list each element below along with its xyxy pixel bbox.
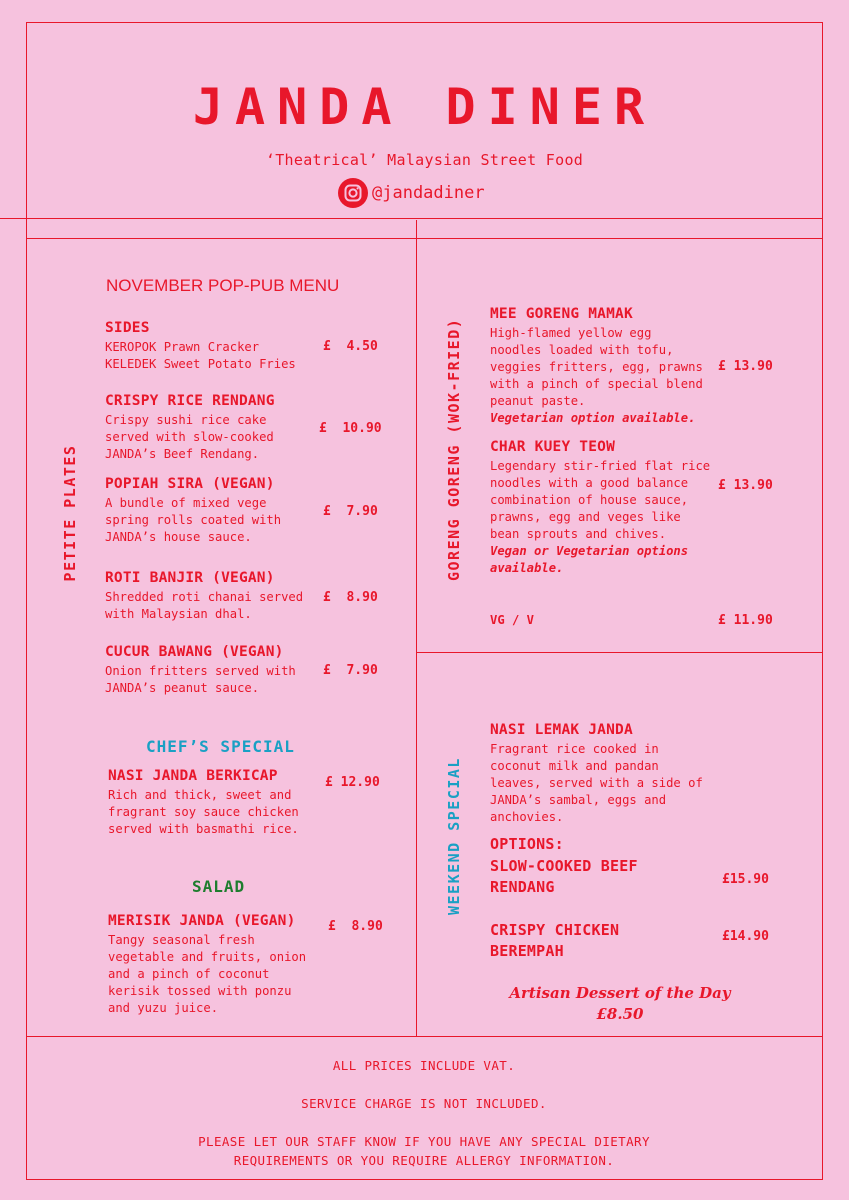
menu-item	[490, 306, 705, 427]
menu-item	[105, 476, 305, 546]
item-name: NASI JANDA BERKICAP	[108, 768, 278, 784]
section-label-goreng: GORENG GORENG (WOK-FRIED)	[445, 317, 463, 581]
item-desc: Tangy seasonal fresh vegetable and fruits, onion and a pinch of coconut kerisik tossed with ponzu and yuzu juice.	[108, 933, 307, 1015]
menu-item	[105, 570, 320, 623]
item-desc: Onion fritters served with JANDA’s peanut sauce.	[105, 664, 296, 695]
item-name: ROTI BANJIR (VEGAN)	[105, 570, 275, 586]
options-label: OPTIONS:	[490, 835, 564, 853]
option-price: £15.90	[722, 872, 769, 887]
item-price: £ 13.90	[718, 359, 773, 374]
footer-divider	[26, 1036, 823, 1037]
menu-title: NOVEMBER POP-PUB MENU	[106, 276, 340, 295]
menu-item-sides	[105, 320, 335, 373]
item-name: CHAR KUEY TEOW	[490, 439, 616, 455]
footer-allergy-2: REQUIREMENTS OR YOU REQUIRE ALLERGY INFORMATION.	[233, 1153, 615, 1168]
item-line: KEROPOK Prawn Cracker	[105, 340, 260, 354]
item-name: SIDES	[105, 320, 150, 336]
item-name: MEE GORENG MAMAK	[490, 306, 633, 322]
item-price: £ 4.50	[323, 339, 378, 354]
item-desc: Legendary stir-fried flat rice noodles with a good balance combination of house sauce, prawns, egg and veges like bean sprouts and chives.	[490, 459, 711, 541]
weekend-item	[490, 722, 705, 826]
item-name: CUCUR BAWANG (VEGAN)	[105, 644, 284, 660]
item-price: £ 8.90	[323, 590, 378, 605]
item-note: Vegan or Vegetarian options available.	[490, 544, 689, 575]
instagram-icon	[338, 178, 368, 208]
frame-top	[26, 22, 823, 23]
item-price: £ 12.90	[325, 775, 380, 790]
item-desc: Shredded roti chanai served with Malaysian dhal.	[105, 590, 304, 621]
tagline: ‘Theatrical’ Malaysian Street Food	[265, 151, 584, 169]
item-desc: High-flamed yellow egg noodles loaded with tofu, veggies fritters, egg, prawns with a pinch of special blend peanut paste.	[490, 326, 703, 408]
vg-v-label: VG / V	[490, 613, 535, 627]
item-line: KELEDEK Sweet Potato Fries	[105, 357, 296, 371]
frame-right	[822, 22, 823, 1180]
menu-top-divider	[26, 238, 823, 239]
social-handle[interactable]	[338, 178, 485, 208]
item-name: NASI LEMAK JANDA	[490, 722, 633, 738]
right-section-divider	[416, 652, 823, 653]
item-desc: Rich and thick, sweet and fragrant soy sauce chicken served with basmathi rice.	[108, 788, 299, 836]
footer-vat: ALL PRICES INCLUDE VAT.	[332, 1058, 516, 1073]
item-price: £ 10.90	[319, 421, 382, 436]
option-price: £14.90	[722, 929, 769, 944]
salad-title: SALAD	[192, 877, 246, 896]
section-label-petite-plates: PETITE PLATES	[61, 444, 79, 582]
footer-service: SERVICE CHARGE IS NOT INCLUDED.	[301, 1096, 547, 1111]
column-divider	[416, 220, 417, 1036]
item-price: £ 13.90	[718, 478, 773, 493]
chefs-special-title: CHEF’S SPECIAL	[146, 737, 295, 756]
dessert-price: £8.50	[596, 1005, 644, 1023]
item-price: £ 8.90	[328, 919, 383, 934]
footer-allergy-1: PLEASE LET OUR STAFF KNOW IF YOU HAVE ANY SPECIAL DIETARY	[198, 1134, 650, 1149]
item-desc: A bundle of mixed vege spring rolls coated with JANDA’s house sauce.	[105, 496, 282, 544]
dessert-name: Artisan Dessert of the Day	[509, 984, 731, 1002]
restaurant-title: JANDA DINER	[192, 78, 657, 136]
item-price: £ 7.90	[323, 663, 378, 678]
menu-item	[105, 644, 320, 697]
item-price: £ 7.90	[323, 504, 378, 519]
frame-bottom	[26, 1179, 823, 1180]
item-desc: Crispy sushi rice cake served with slow-cooked JANDA’s Beef Rendang.	[105, 413, 274, 461]
item-price: £ 11.90	[718, 613, 773, 628]
option-name: SLOW-COOKED BEEF RENDANG	[490, 857, 638, 896]
section-label-weekend: WEEKEND SPECIAL	[445, 757, 463, 915]
item-name: POPIAH SIRA (VEGAN)	[105, 476, 275, 492]
menu-item	[490, 439, 712, 577]
instagram-handle[interactable]: @jandadiner	[372, 183, 485, 203]
item-name: CRISPY RICE RENDANG	[105, 393, 275, 409]
option-name: CRISPY CHICKEN BEREMPAH	[490, 921, 620, 960]
item-note: Vegetarian option available.	[490, 411, 696, 425]
frame-left	[26, 22, 27, 1180]
chefs-special-item	[108, 768, 308, 838]
item-desc: Fragrant rice cooked in coconut milk and pandan leaves, served with a side of JANDA’s sambal, eggs and anchovies.	[490, 742, 703, 824]
menu-item	[105, 393, 305, 463]
salad-item	[108, 913, 320, 1017]
header-divider	[0, 218, 823, 219]
item-name: MERISIK JANDA (VEGAN)	[108, 913, 296, 929]
